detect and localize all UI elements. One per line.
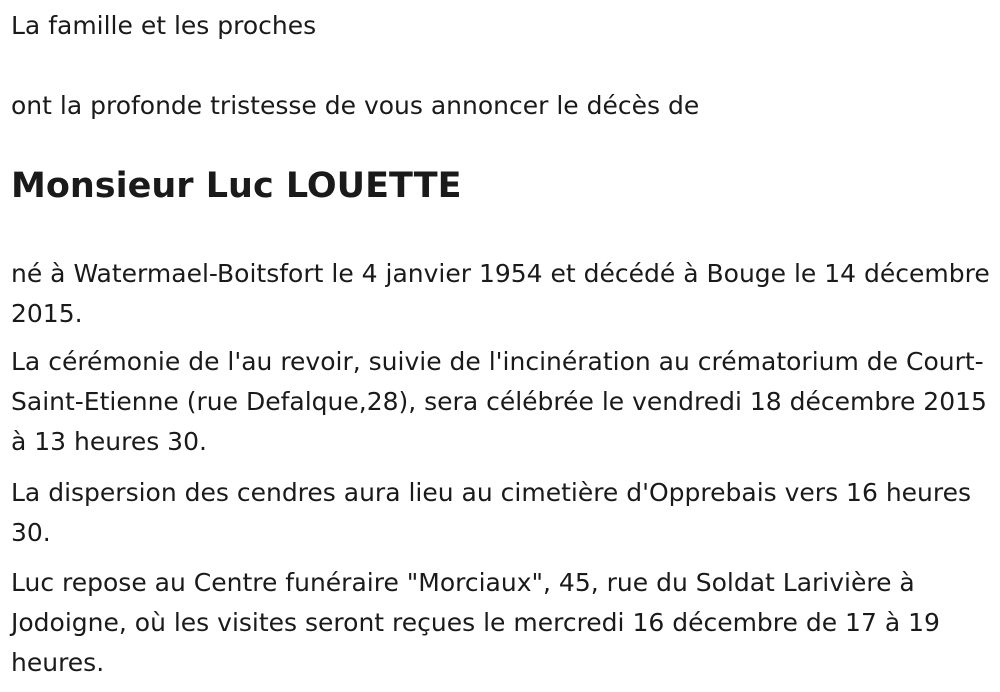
deceased-name: Monsieur Luc LOUETTE <box>11 166 462 206</box>
intro-line-announcement: ont la profonde tristesse de vous annoncer le décès de <box>11 91 700 120</box>
paragraph-visitation: Luc repose au Centre funéraire "Morciaux", 45, rue du Soldat Larivière à Jodoigne, où les visites seront reçues le mercredi 16 décembre de 17 à 19 heures. <box>11 568 940 677</box>
paragraph-ash-dispersal: La dispersion des cendres aura lieu au cimetière d'Opprebais vers 16 heures 30. <box>11 478 972 547</box>
paragraph-ceremony: La cérémonie de l'au revoir, suivie de l'incinération au crématorium de Court-Saint-Etienne (rue Defalque,28), sera célébrée le vendredi 18 décembre 2015 à 13 heures 30. <box>11 347 987 456</box>
intro-line-family: La famille et les proches <box>11 11 317 40</box>
paragraph-birth-death: né à Watermael-Boitsfort le 4 janvier 1954 et décédé à Bouge le 14 décembre 2015. <box>11 259 990 328</box>
